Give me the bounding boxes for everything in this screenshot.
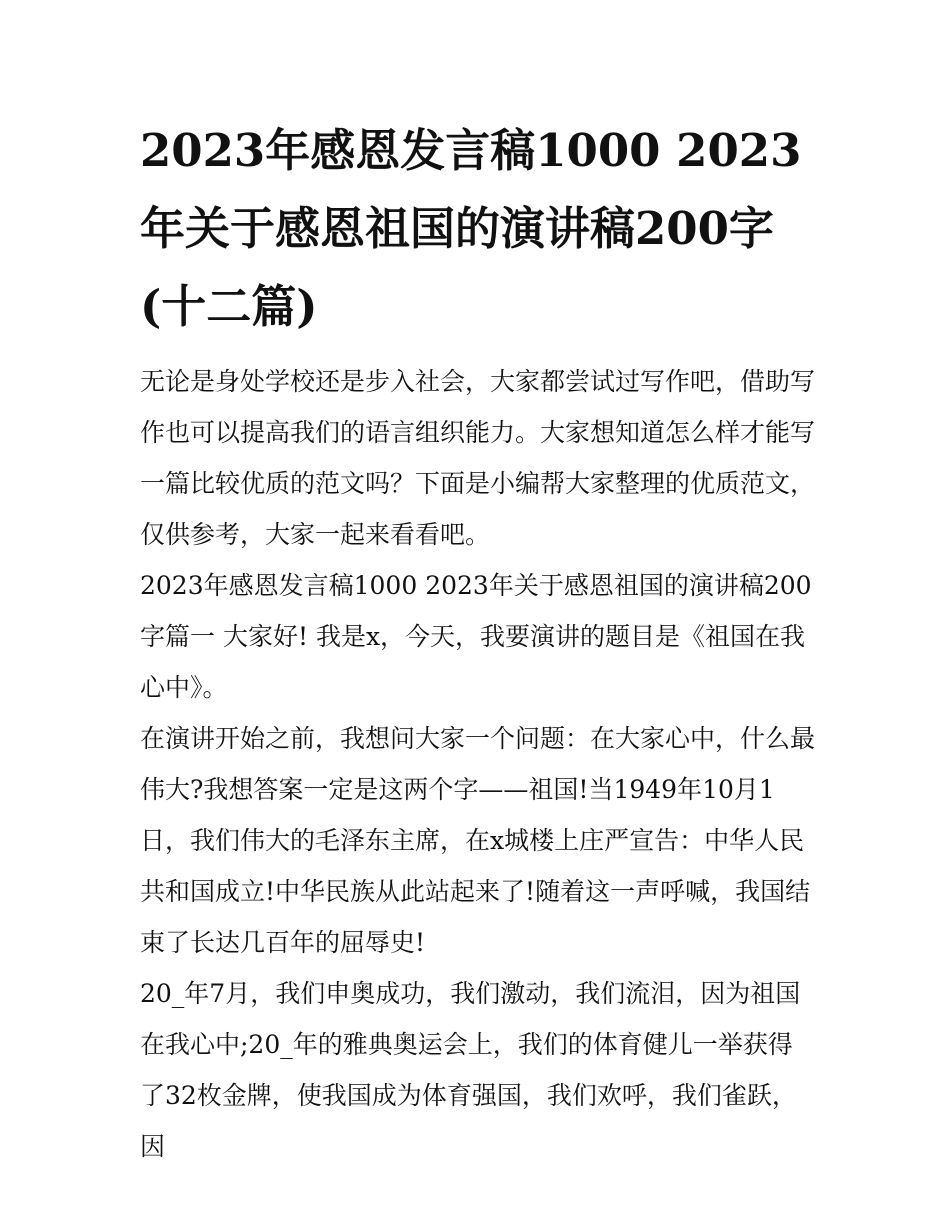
intro-paragraph: 无论是身处学校还是步入社会，大家都尝试过写作吧，借助写作也可以提高我们的语言组织能力。大家想知道怎么样才能写一篇比较优质的范文吗？下面是小编帮大家整理的优质范文，仅供参考，大家一起来看看吧。 (140, 367, 816, 549)
speech-heading-paragraph: 2023年感恩发言稿1000 2023年关于感恩祖国的演讲稿200字篇一 大家好! 我是x，今天，我要演讲的题目是《祖国在我心中》。 (140, 571, 812, 702)
document-title: 2023年感恩发言稿1000 2023年关于感恩祖国的演讲稿200字(十二篇) (140, 124, 802, 333)
document-page (140, 112, 816, 1172)
body-paragraph: 在演讲开始之前，我想问大家一个问题：在大家心中，什么最伟大?我想答案一定是这两个字——祖国!当1949年10月1日，我们伟大的毛泽东主席，在x城楼上庄严宣告：中华人民共和国成立!中华民族从此站起来了!随着这一声呼喊，我国结束了长达几百年的屈辱史! (140, 724, 816, 957)
body-paragraph: 20_年7月，我们申奥成功，我们激动，我们流泪，因为祖国在我心中;20_年的雅典奥运会上，我们的体育健儿一举获得了32枚金牌，使我国成为体育强国，我们欢呼，我们雀跃，因 (140, 979, 801, 1161)
